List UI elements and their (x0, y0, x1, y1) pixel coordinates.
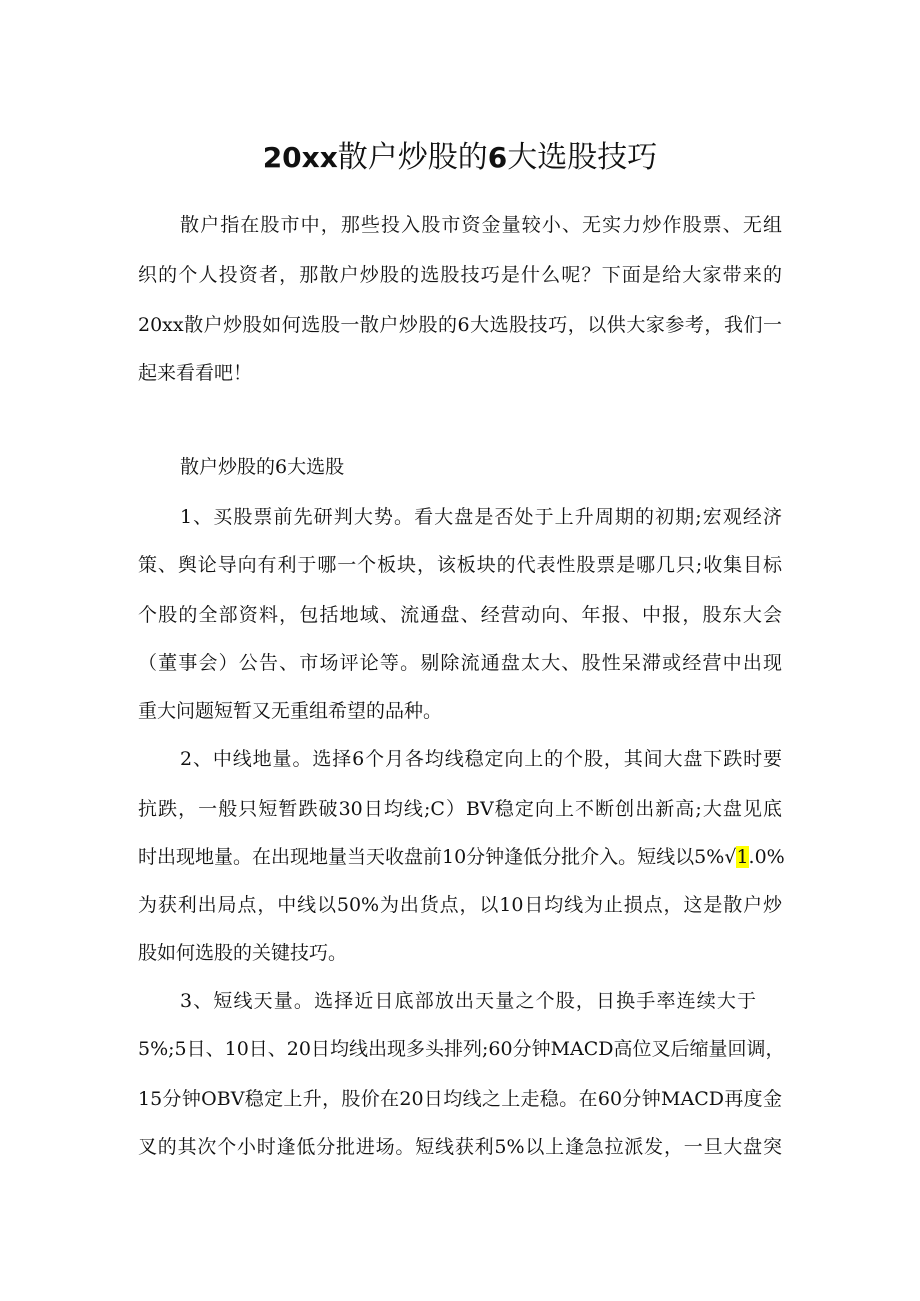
title-number: 6 (487, 141, 508, 174)
section-heading: 散户炒股的6大选股 (180, 456, 345, 478)
item1-line-5: 重大问题短暂又无重组希望的品种。 (138, 700, 443, 722)
title-text-a: 散户炒股的 (337, 140, 488, 175)
item2-line-4: 为获利出局点，中线以50%为出货点，以10日均线为止损点，这是散户炒 (138, 894, 782, 916)
item1-line-2: 策、舆论导向有利于哪一个板块，该板块的代表性股票是哪几只;收集目标 (138, 554, 782, 576)
item2-line-5: 股如何选股的关键技巧。 (138, 942, 348, 964)
item1-line-3: 个股的全部资料，包括地域、流通盘、经营动向、年报、中报，股东大会 (138, 604, 782, 626)
item2-line-3 (138, 842, 785, 872)
intro-line-4: 起来看看吧！ (138, 362, 253, 384)
item2-line-3-text-b: .0% (748, 846, 785, 868)
item2-line-2: 抗跌，一般只短暂跌破30日均线;C）BV稳定向上不断创出新高;大盘见底 (138, 798, 782, 820)
item2-line-3-text-a: 时出现地量。在出现地量当天收盘前10分钟逢低分批介入。短线以5%√ (138, 846, 737, 868)
item3-line-4: 叉的其次个小时逢低分批进场。短线获利5%以上逢急拉派发，一旦大盘突 (138, 1136, 782, 1158)
item1-line-4: （董事会）公告、市场评论等。剔除流通盘太大、股性呆滞或经营中出现 (138, 652, 782, 674)
item1-line-1: 1、买股票前先研判大势。看大盘是否处于上升周期的初期;宏观经济 (180, 506, 782, 528)
intro-line-3: 20xx散户炒股如何选股一散户炒股的6大选股技巧，以供大家参考，我们一 (138, 314, 782, 336)
highlighted-text: 1 (736, 846, 749, 868)
intro-line-1: 散户指在股市中，那些投入股市资金量较小、无实力炒作股票、无组 (180, 214, 782, 236)
title-year: 20xx (262, 141, 338, 174)
item3-line-3: 15分钟OBV稳定上升，股价在20日均线之上走稳。在60分钟MACD再度金 (138, 1088, 782, 1110)
intro-line-2: 织的个人投资者，那散户炒股的选股技巧是什么呢？下面是给大家带来的 (138, 264, 782, 286)
item3-line-1: 3、短线天量。选择近日底部放出天量之个股，日换手率连续大于 (180, 990, 756, 1012)
title-text-b: 大选股技巧 (507, 140, 658, 175)
document-title (0, 132, 920, 184)
item2-line-1: 2、中线地量。选择6个月各均线稳定向上的个股，其间大盘下跌时要 (180, 748, 782, 770)
item3-line-2: 5%;5日、10日、20日均线出现多头排列;60分钟MACD高位叉后缩量回调， (138, 1038, 785, 1060)
